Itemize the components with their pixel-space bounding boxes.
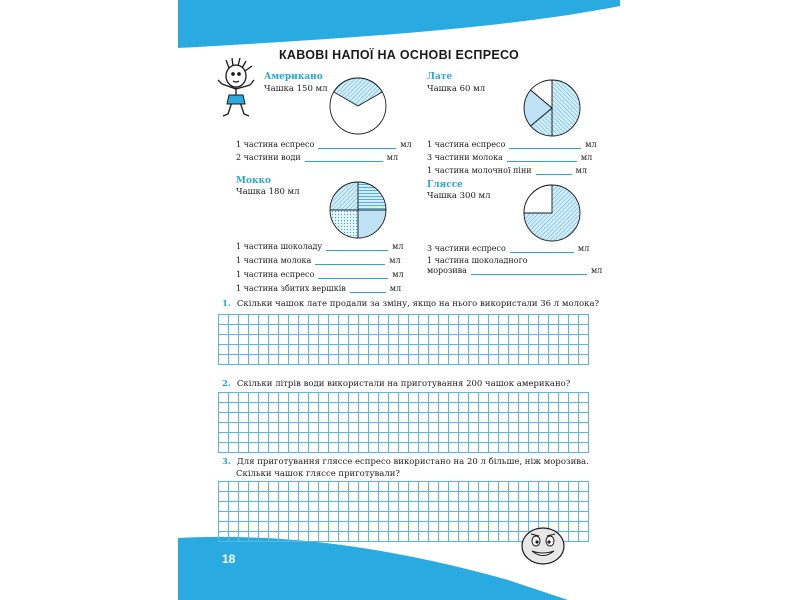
part-label-cont: морозива	[427, 266, 467, 275]
part-label: 1 частина молока	[236, 256, 312, 265]
part-label: 3 частини еспресо	[427, 244, 506, 253]
part-label: 2 частини води	[236, 153, 301, 162]
page-number: 18	[222, 552, 236, 566]
answer-blank[interactable]	[305, 153, 383, 162]
part-row	[236, 284, 401, 293]
unit-label: мл	[389, 256, 401, 265]
question-3	[222, 456, 589, 480]
answer-blank[interactable]	[507, 153, 577, 162]
answer-blank[interactable]	[510, 244, 574, 253]
part-label: 1 частина молочної піни	[427, 166, 532, 175]
question-text: Скільки чашок лате продали за зміну, якщо на нього використали 36 л молока?	[236, 299, 600, 309]
cup-size-americano: Чашка 150 мл	[264, 84, 328, 94]
part-label: 1 частина еспресо	[236, 270, 315, 279]
unit-label: мл	[392, 270, 404, 279]
page-title: КАВОВІ НАПОЇ НА ОСНОВІ ЕСПРЕСО	[278, 48, 520, 62]
unit-label: мл	[580, 153, 593, 162]
question-text-line2: Скільки чашок гляссе приготували?	[236, 469, 400, 479]
part-row	[236, 256, 401, 265]
pie-americano	[328, 76, 388, 136]
drink-name-latte: Лате	[427, 72, 453, 82]
part-label: 1 частина еспресо	[427, 140, 506, 149]
unit-label: мл	[400, 140, 412, 149]
workbook-page	[178, 0, 620, 600]
cup-size-glace: Чашка 300 мл	[427, 191, 491, 201]
unit-label: мл	[575, 166, 587, 175]
pie-mocha-cream	[330, 210, 358, 238]
bottom-wave	[178, 537, 568, 600]
pie-glace	[522, 183, 582, 243]
question-number: 3.	[222, 457, 231, 467]
answer-blank[interactable]	[326, 242, 388, 251]
top-wave	[178, 0, 620, 48]
part-row	[236, 153, 398, 162]
pie-mocha-espresso	[358, 210, 386, 238]
unit-label: мл	[389, 284, 402, 293]
cup-size-latte: Чашка 60 мл	[427, 84, 486, 94]
mascot-illustration	[214, 58, 260, 120]
question-number: 1.	[222, 299, 231, 309]
part-row	[427, 266, 602, 275]
unit-label: мл	[585, 140, 597, 149]
pie-latte	[522, 78, 582, 138]
part-label: 1 частина еспресо	[236, 140, 315, 149]
question-number: 2.	[222, 379, 231, 389]
answer-blank[interactable]	[318, 140, 396, 149]
part-row	[236, 270, 404, 279]
answer-blank[interactable]	[350, 284, 386, 293]
question-2	[222, 378, 570, 390]
pie-latte-milk	[552, 80, 580, 136]
pie-glace-icecream	[524, 185, 552, 213]
answer-blank[interactable]	[315, 256, 385, 265]
drink-name-americano: Американо	[264, 72, 323, 82]
pie-mocha	[328, 180, 388, 240]
part-label: 3 частини молока	[427, 153, 503, 162]
part-row	[427, 140, 597, 149]
drink-name-mocha: Мокко	[236, 176, 271, 186]
question-1	[222, 298, 599, 310]
smiley-face-icon	[520, 526, 566, 566]
answer-blank[interactable]	[509, 140, 581, 149]
unit-label: мл	[590, 266, 603, 275]
answer-blank[interactable]	[536, 166, 572, 175]
unit-label: мл	[386, 153, 399, 162]
cup-size-mocha: Чашка 180 мл	[236, 187, 300, 197]
part-label: 1 частина шоколаду	[236, 242, 323, 251]
answer-grid-2[interactable]	[218, 392, 589, 453]
pie-mocha-chocolate	[330, 182, 358, 210]
question-text: Для приготування гляссе еспресо використано на 20 л більше, ніж морозива.	[236, 457, 589, 467]
answer-blank[interactable]	[318, 270, 388, 279]
part-row	[236, 242, 403, 251]
part-label: 1 частина збитих вершків	[236, 284, 346, 293]
question-text: Скільки літрів води використали на приготування 200 чашок американо?	[236, 379, 571, 389]
part-row	[427, 166, 587, 175]
answer-blank[interactable]	[471, 266, 587, 275]
drink-name-glace: Гляссе	[427, 180, 463, 190]
answer-grid-1[interactable]	[218, 314, 589, 365]
pie-mocha-milk	[358, 182, 386, 210]
part-label: 1 частина шоколадного	[427, 256, 528, 265]
unit-label: мл	[577, 244, 590, 253]
unit-label: мл	[392, 242, 404, 251]
part-row	[236, 140, 412, 149]
part-row	[427, 244, 589, 253]
part-row	[427, 153, 592, 162]
